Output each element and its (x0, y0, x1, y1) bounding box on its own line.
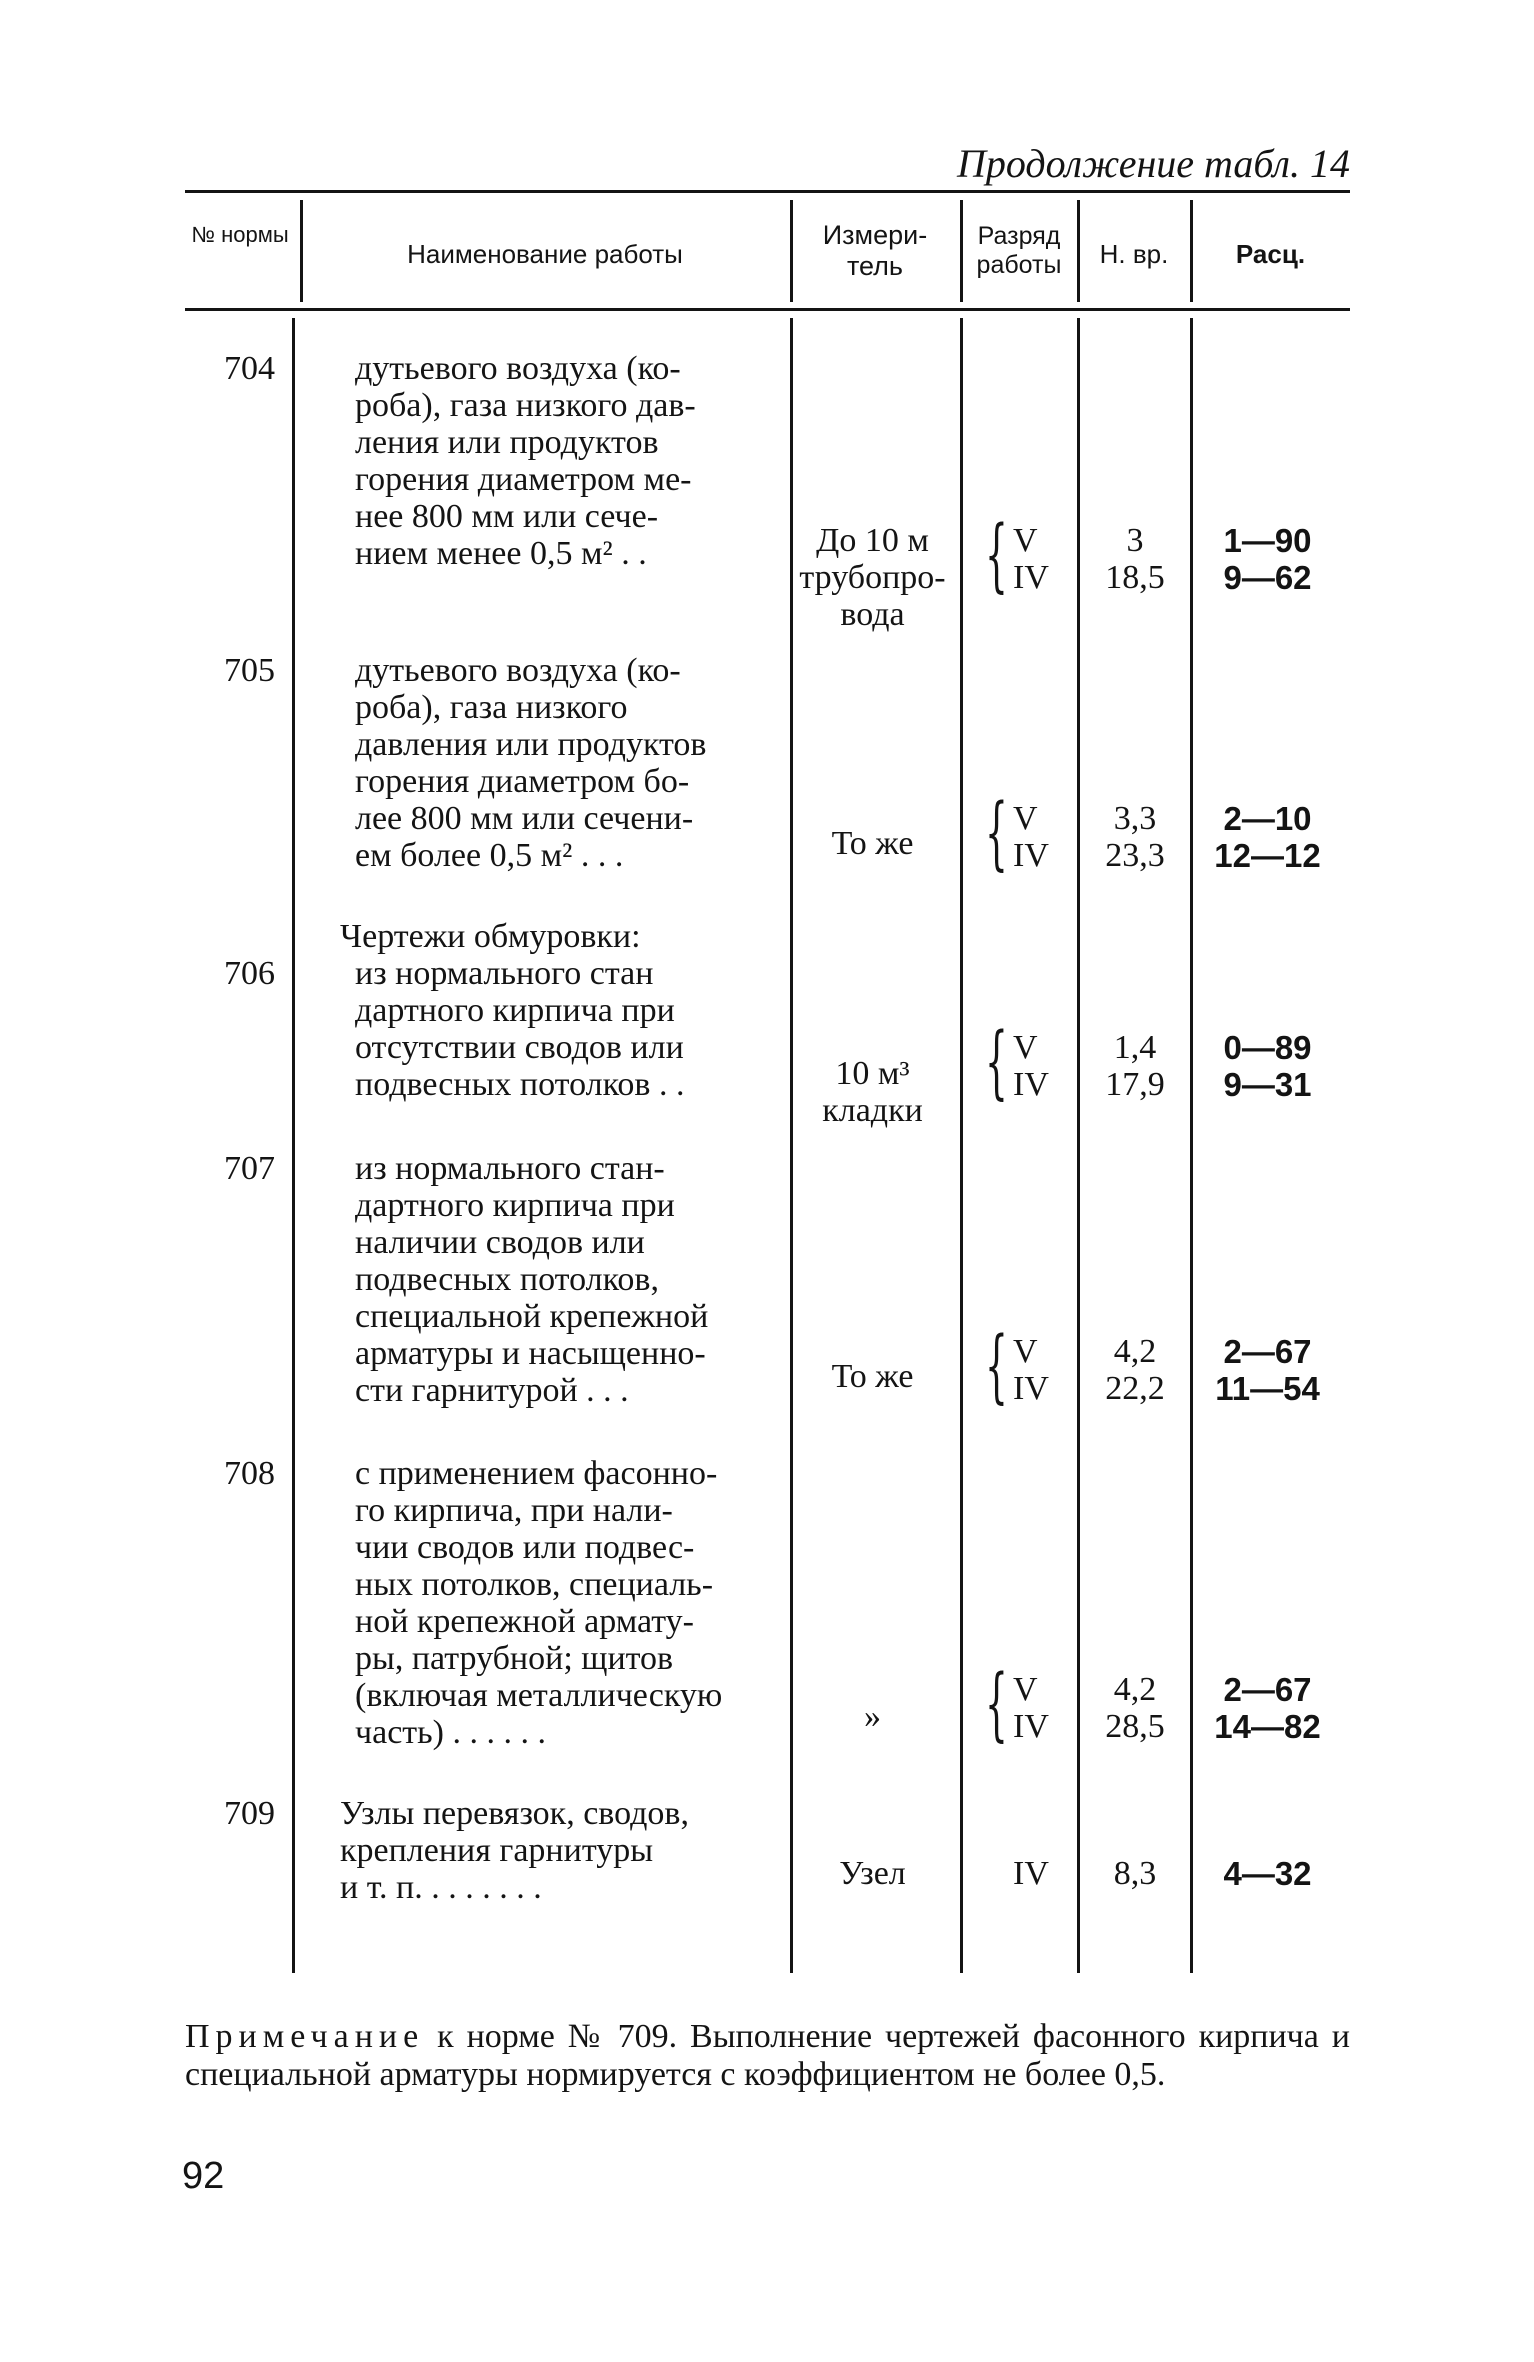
category-brace: { (985, 1319, 1008, 1412)
row-rate: 2—67 11—54 (1215, 1333, 1320, 1407)
row-number: 708 (224, 1455, 275, 1492)
row-unit: » (864, 1698, 881, 1735)
row-number: 706 (224, 955, 275, 992)
row-category: V IV (1013, 1333, 1049, 1407)
category-brace: { (985, 508, 1008, 601)
category-brace: { (985, 1015, 1008, 1108)
row-number: 709 (224, 1795, 275, 1832)
row-category: V IV (1013, 522, 1049, 596)
category-brace: { (985, 786, 1008, 879)
table-header-rule (185, 308, 1350, 311)
row-unit: До 10 м трубопро- вода (799, 522, 946, 633)
row-hours: 3,3 23,3 (1105, 800, 1165, 874)
table-continuation-caption: Продолжение табл. 14 (956, 141, 1350, 186)
row-hours: 8,3 (1113, 1855, 1157, 1892)
header-name: Наименование работы (407, 239, 683, 269)
row-number: 704 (224, 350, 275, 387)
row-number: 707 (224, 1150, 275, 1187)
row-description: Узлы перевязок, сводов, крепления гарнитуры и т. п. . . . . . . . (340, 1795, 689, 1906)
header-separator (300, 200, 303, 302)
table-top-rule (185, 190, 1350, 193)
row-category: V IV (1013, 1671, 1049, 1745)
row-unit: То же (831, 825, 914, 862)
row-hours: 4,2 28,5 (1105, 1671, 1165, 1745)
header-hours: Н. вр. (1099, 239, 1169, 269)
row-description: дутьевого воздуха (ко- роба), газа низкого дав- ления или продуктов горения диаметром ме- нее 800 мм или сече- нием менее 0,5 м² . . (355, 350, 696, 572)
row-category: IV (1013, 1855, 1049, 1892)
row-hours: 4,2 22,2 (1105, 1333, 1165, 1407)
row-rate: 2—10 12—12 (1214, 800, 1321, 874)
row-hours: 3 18,5 (1105, 522, 1165, 596)
category-brace: { (985, 1657, 1008, 1750)
page-number: 92 (182, 2155, 225, 2197)
body-separator (292, 318, 295, 1973)
row-description: из нормального стан дартного кирпича при отсутствии сводов или подвесных потолков . . (355, 955, 685, 1103)
row-number: 705 (224, 652, 275, 689)
body-separator (960, 318, 963, 1973)
row-rate: 4—32 (1223, 1855, 1312, 1892)
row-description: с применением фасонно- го кирпича, при нали- чии сводов или подвес- ных потолков, специаль- ной крепежной армату- ры, патрубной; щитов (включая металлическую часть) . . . . . . (355, 1455, 723, 1751)
footnote: Примечание к норме № 709. Выполнение чертежей фасонного кирпича и специальной арматуры нормируется с коэффициентом не более 0,5. (185, 2018, 1350, 2093)
row-rate: 1—90 9—62 (1223, 522, 1312, 596)
row-description: дутьевого воздуха (ко- роба), газа низкого давления или продуктов горения диаметром бо- лее 800 мм или сечени- ем более 0,5 м² . . . (355, 652, 707, 874)
row-hours: 1,4 17,9 (1105, 1029, 1165, 1103)
row-category: V IV (1013, 800, 1049, 874)
row-description: из нормального стан- дартного кирпича при наличии сводов или подвесных потолков, специальной крепежной арматуры и насыщенно- сти гарнитурой . . . (355, 1150, 709, 1409)
row-rate: 2—67 14—82 (1214, 1671, 1321, 1745)
row-rate: 0—89 9—31 (1223, 1029, 1312, 1103)
header-category: Разряд работы (976, 222, 1062, 279)
header-unit: Измери- тель (822, 220, 928, 282)
header-separator (790, 200, 793, 302)
section-heading: Чертежи обмуровки: (340, 918, 641, 955)
row-unit: То же (831, 1358, 914, 1395)
row-category: V IV (1013, 1029, 1049, 1103)
row-unit: 10 м³ кладки (822, 1055, 923, 1129)
row-unit: Узел (839, 1855, 906, 1892)
header-num: № нормы (191, 222, 289, 247)
header-rate: Расц. (1235, 239, 1306, 269)
